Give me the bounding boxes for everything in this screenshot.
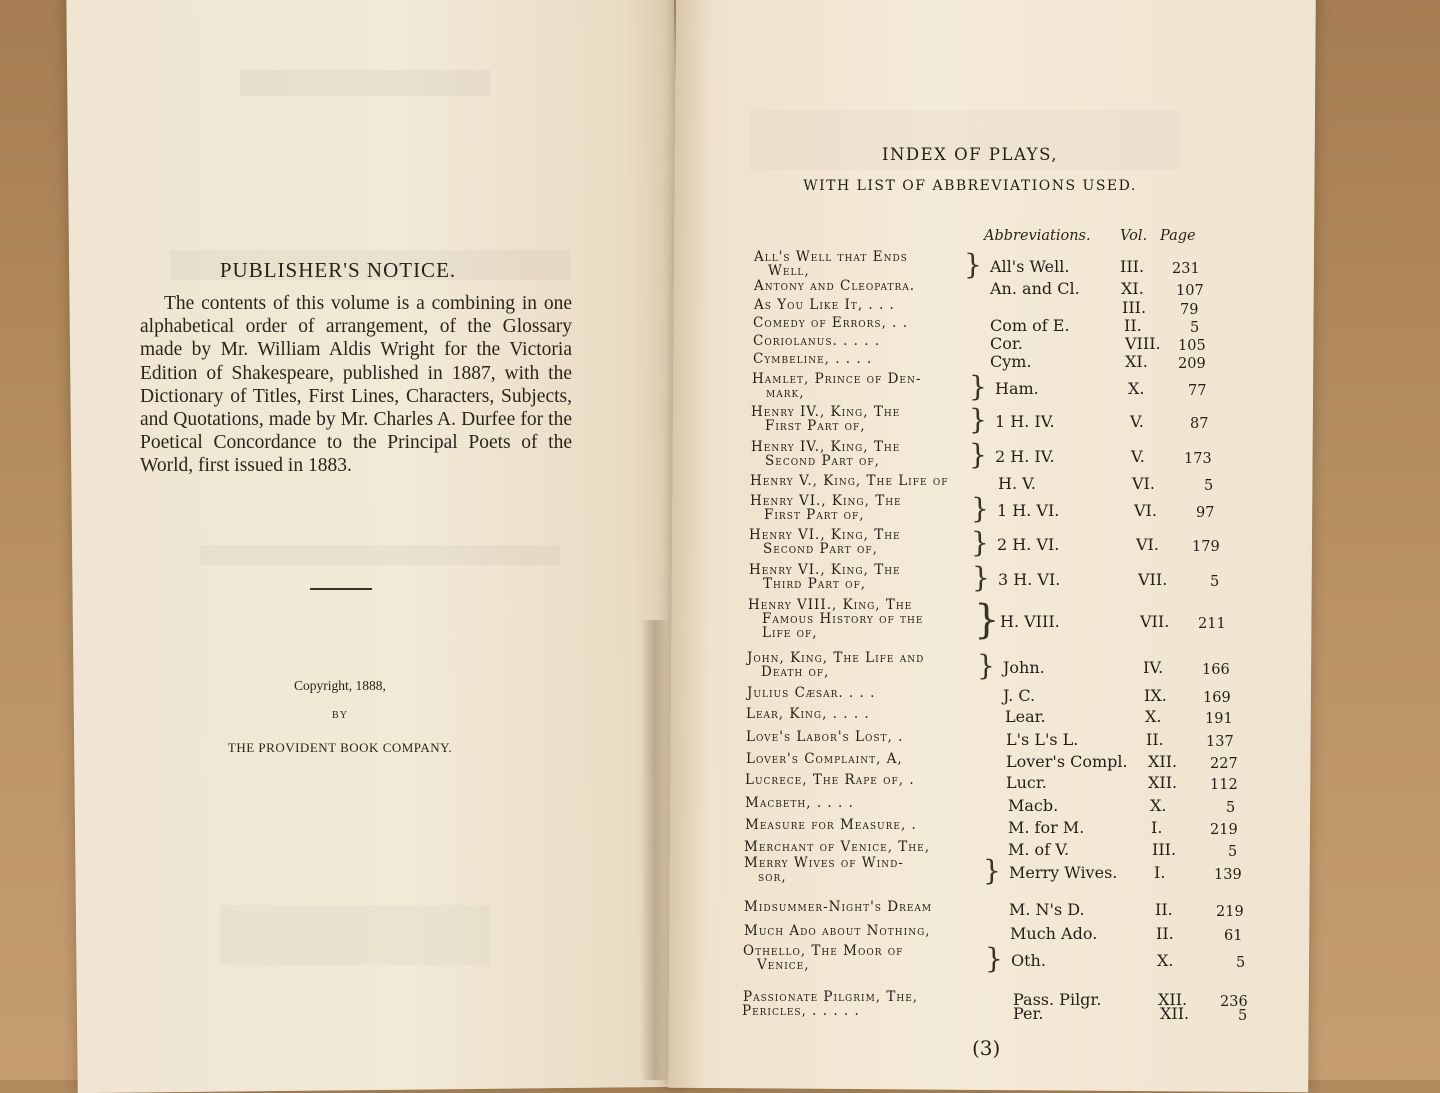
- volume-number: III.: [1120, 257, 1145, 276]
- play-title: [750, 474, 948, 488]
- page-reference: 231: [1172, 261, 1200, 277]
- play-title-line: Henry VI., King, The: [749, 562, 901, 578]
- play-title-line: As You Like It, . . .: [754, 297, 895, 313]
- brace-mark: }: [983, 854, 1001, 887]
- brace-mark: }: [974, 597, 1000, 643]
- abbreviation: Macb.: [1008, 796, 1059, 815]
- page-reference: 5: [1226, 800, 1236, 816]
- play-title-continuation: First Part of,: [764, 507, 865, 523]
- page-reference: 219: [1210, 822, 1238, 838]
- page-reference: 227: [1210, 756, 1238, 772]
- play-title-continuation: Well,: [768, 263, 810, 279]
- play-title: [754, 279, 915, 293]
- play-title-continuation: Second Part of,: [763, 541, 878, 557]
- abbreviation: John.: [1003, 658, 1045, 677]
- brace-mark: }: [969, 438, 987, 471]
- abbreviation: L's L's L.: [1006, 730, 1079, 749]
- play-title: [744, 840, 930, 854]
- abbreviation: Merry Wives.: [1009, 863, 1118, 882]
- play-title-continuation: Life of,: [762, 625, 818, 641]
- play-title-line: Antony and Cleopatra.: [754, 278, 916, 294]
- abbreviation: An. and Cl.: [990, 279, 1080, 298]
- abbreviation: Cor.: [990, 334, 1023, 353]
- brace-mark: }: [969, 370, 987, 403]
- volume-number: III.: [1152, 840, 1177, 859]
- play-title-line: Henry IV., King, The: [751, 404, 901, 420]
- volume-number: X.: [1128, 379, 1145, 398]
- play-title: [752, 372, 921, 400]
- publishers-notice-title: PUBLISHER'S NOTICE.: [219, 258, 457, 282]
- volume-number: VII.: [1138, 570, 1168, 589]
- play-title-line: Midsummer-Night's Dream: [744, 899, 933, 915]
- volume-number: VIII.: [1125, 334, 1161, 353]
- page-reference: 236: [1220, 994, 1248, 1010]
- play-title-continuation: mark,: [766, 385, 805, 401]
- volume-number: V.: [1131, 447, 1145, 466]
- brace-mark: }: [971, 526, 989, 559]
- play-title: [746, 730, 903, 744]
- volume-number: I.: [1154, 863, 1166, 882]
- volume-number: III.: [1122, 298, 1147, 317]
- abbreviation: Com of E.: [990, 316, 1070, 335]
- play-title: [747, 686, 875, 700]
- abbreviation: Lear.: [1005, 707, 1046, 726]
- play-title-line: Henry V., King, The Life of: [750, 473, 949, 489]
- play-title: [744, 900, 932, 914]
- play-title-line: Lover's Complaint, A,: [746, 751, 903, 767]
- play-title: [746, 707, 870, 721]
- abbreviation: Much Ado.: [1010, 924, 1098, 943]
- page-reference: 77: [1188, 383, 1207, 399]
- brace-mark: }: [977, 649, 995, 682]
- play-title-line: Much Ado about Nothing,: [744, 923, 931, 939]
- play-title-line: Cymbeline, . . . .: [753, 351, 873, 367]
- abbreviation: Ham.: [995, 379, 1039, 398]
- page-reference: 5: [1238, 1008, 1248, 1024]
- play-title-line: Macbeth, . . . .: [745, 795, 854, 811]
- play-title-line: Measure for Measure, .: [745, 817, 917, 833]
- page-reference: 5: [1204, 478, 1214, 494]
- abbreviation: Lucr.: [1006, 773, 1047, 792]
- abbreviation: M. for M.: [1008, 818, 1085, 837]
- volume-number: IX.: [1144, 686, 1167, 705]
- header-abbreviations: Abbreviations.: [984, 228, 1091, 244]
- page-reference: 61: [1224, 928, 1243, 944]
- play-title: [751, 440, 900, 468]
- volume-number: XII.: [1158, 990, 1188, 1009]
- play-title-continuation: Third Part of,: [763, 576, 867, 592]
- volume-number: II.: [1124, 316, 1142, 335]
- play-title-continuation: Death of,: [761, 664, 830, 680]
- play-title-line: John, King, The Life and: [747, 650, 925, 666]
- page-reference: 209: [1178, 356, 1206, 372]
- play-title-line: Lear, King, . . . .: [746, 706, 870, 722]
- volume-number: VI.: [1136, 535, 1159, 554]
- play-title: [753, 334, 880, 348]
- abbreviation: Lover's Compl.: [1006, 752, 1128, 771]
- abbreviation: 1 H. IV.: [995, 412, 1055, 431]
- brace-mark: }: [985, 942, 1003, 975]
- abbreviation: Per.: [1013, 1004, 1044, 1023]
- abbreviation: J. C.: [1003, 686, 1036, 705]
- play-title: [743, 990, 918, 1004]
- volume-number: IV.: [1143, 658, 1164, 677]
- page-reference: 219: [1216, 904, 1244, 920]
- play-title: [748, 598, 923, 640]
- play-title-line: Henry IV., King, The: [751, 439, 901, 455]
- play-title-line: Lucrece, The Rape of, .: [745, 772, 915, 788]
- page-reference: 211: [1198, 616, 1226, 632]
- page-reference: 179: [1192, 539, 1220, 555]
- volume-number: I.: [1151, 818, 1163, 837]
- page-reference: 139: [1214, 867, 1242, 883]
- page-reference: 137: [1206, 734, 1234, 750]
- volume-number: XI.: [1125, 352, 1148, 371]
- brace-mark: }: [969, 403, 987, 436]
- volume-number: X.: [1157, 951, 1174, 970]
- play-title-line: All's Well that Ends: [754, 249, 908, 265]
- play-title-line: Henry VIII., King, The: [748, 597, 913, 613]
- play-title: [746, 752, 903, 766]
- index-subtitle: WITH LIST OF ABBREVIATIONS USED.: [803, 178, 1137, 194]
- play-title-continuation: Second Part of,: [765, 453, 880, 469]
- play-title-line: Coriolanus. . . . .: [753, 333, 881, 349]
- play-title: [747, 651, 924, 679]
- play-title: [744, 924, 931, 938]
- play-title-line: Othello, The Moor of: [743, 943, 904, 959]
- play-title-continuation: Famous History of the: [762, 611, 924, 627]
- play-title: [749, 563, 901, 591]
- play-title-continuation: Venice,: [757, 957, 810, 973]
- play-title-line: Pericles, . . . . .: [742, 1003, 860, 1019]
- play-title-line: Passionate Pilgrim, The,: [743, 989, 919, 1005]
- volume-number: XII.: [1160, 1004, 1190, 1023]
- abbreviation: H. V.: [998, 474, 1036, 493]
- volume-number: VII.: [1140, 612, 1170, 631]
- play-title: [749, 528, 901, 556]
- abbreviation: All's Well.: [990, 257, 1070, 276]
- volume-number: XI.: [1121, 279, 1144, 298]
- play-title: [744, 856, 904, 884]
- page-reference: 5: [1190, 320, 1200, 336]
- play-title: [754, 250, 908, 278]
- volume-number: X.: [1150, 796, 1167, 815]
- page-number: (3): [972, 1036, 1001, 1060]
- play-title: [751, 405, 900, 433]
- play-title: [754, 298, 895, 312]
- play-title-line: Julius Cæsar. . . .: [747, 685, 876, 701]
- abbreviation: Cym.: [990, 352, 1032, 371]
- play-title: [742, 1004, 860, 1018]
- volume-number: VI.: [1134, 501, 1157, 520]
- play-title: [745, 796, 854, 810]
- play-title-line: Merchant of Venice, The,: [744, 839, 930, 855]
- volume-number: II.: [1155, 900, 1173, 919]
- volume-number: VI.: [1132, 474, 1155, 493]
- play-title-line: Love's Labor's Lost, .: [746, 729, 904, 745]
- abbreviation: 1 H. VI.: [997, 501, 1060, 520]
- play-title: [750, 494, 902, 522]
- abbreviation: 2 H. VI.: [997, 535, 1060, 554]
- by-line: BY: [332, 710, 348, 721]
- page-reference: 5: [1236, 955, 1246, 971]
- abbreviation: M. N's D.: [1009, 900, 1085, 919]
- page-reference: 191: [1205, 711, 1233, 727]
- abbreviation: Pass. Pilgr.: [1013, 990, 1102, 1009]
- play-title-line: Hamlet, Prince of Den-: [752, 371, 922, 387]
- page-reference: 173: [1184, 451, 1212, 467]
- play-title: [753, 316, 908, 330]
- page-reference: 112: [1210, 777, 1238, 793]
- play-title-line: Comedy of Errors, . .: [753, 315, 909, 331]
- page-reference: 5: [1210, 574, 1220, 590]
- brace-mark: }: [971, 492, 989, 525]
- volume-number: XII.: [1148, 773, 1178, 792]
- play-title: [743, 944, 903, 972]
- play-title: [745, 818, 917, 832]
- abbreviation: M. of V.: [1008, 840, 1070, 859]
- page-reference: 97: [1196, 505, 1215, 521]
- page-reference: 79: [1180, 302, 1199, 318]
- volume-number: X.: [1145, 707, 1162, 726]
- abbreviation: H. VIII.: [1000, 612, 1060, 631]
- publishers-notice-body: The contents of this volume is a combining in one alphabetical order of arrangement, of the Glossary made by Mr. William Aldis Wright for the Victoria Edition of Shakespeare, published in 1887, with the Dictionary of Titles, First Lines, Characters, Subjects, and Quotations, made by Mr. Charles A. Durfee for the Poetical Concordance to the Principal Poets of the World, first issued in 1883.: [140, 293, 572, 477]
- abbreviation: 3 H. VI.: [998, 570, 1061, 589]
- play-title-line: Henry VI., King, The: [750, 493, 902, 509]
- page-reference: 166: [1202, 662, 1230, 678]
- volume-number: II.: [1156, 924, 1174, 943]
- play-title-line: Henry VI., King, The: [749, 527, 901, 543]
- page-reference: 5: [1228, 844, 1238, 860]
- brace-mark: }: [972, 561, 990, 594]
- copyright-line: Copyright, 1888,: [294, 678, 386, 693]
- play-title: [753, 352, 872, 366]
- volume-number: V.: [1130, 412, 1144, 431]
- volume-number: XII.: [1148, 752, 1178, 771]
- volume-number: II.: [1146, 730, 1164, 749]
- header-vol: Vol.: [1120, 228, 1148, 244]
- brace-mark: }: [964, 248, 982, 281]
- abbreviation: 2 H. IV.: [995, 447, 1055, 466]
- play-title-continuation: sor,: [758, 869, 787, 885]
- page-reference: 169: [1203, 690, 1231, 706]
- play-title-line: Merry Wives of Wind-: [744, 855, 904, 871]
- play-title: [745, 773, 915, 787]
- abbreviation: Oth.: [1011, 951, 1046, 970]
- publisher-line: THE PROVIDENT BOOK COMPANY.: [227, 740, 453, 755]
- index-title: INDEX OF PLAYS,: [881, 145, 1059, 164]
- page-reference: 105: [1178, 338, 1206, 354]
- header-page: Page: [1160, 228, 1196, 244]
- page-reference: 107: [1176, 283, 1204, 299]
- play-title-continuation: First Part of,: [765, 418, 866, 434]
- page-reference: 87: [1190, 416, 1209, 432]
